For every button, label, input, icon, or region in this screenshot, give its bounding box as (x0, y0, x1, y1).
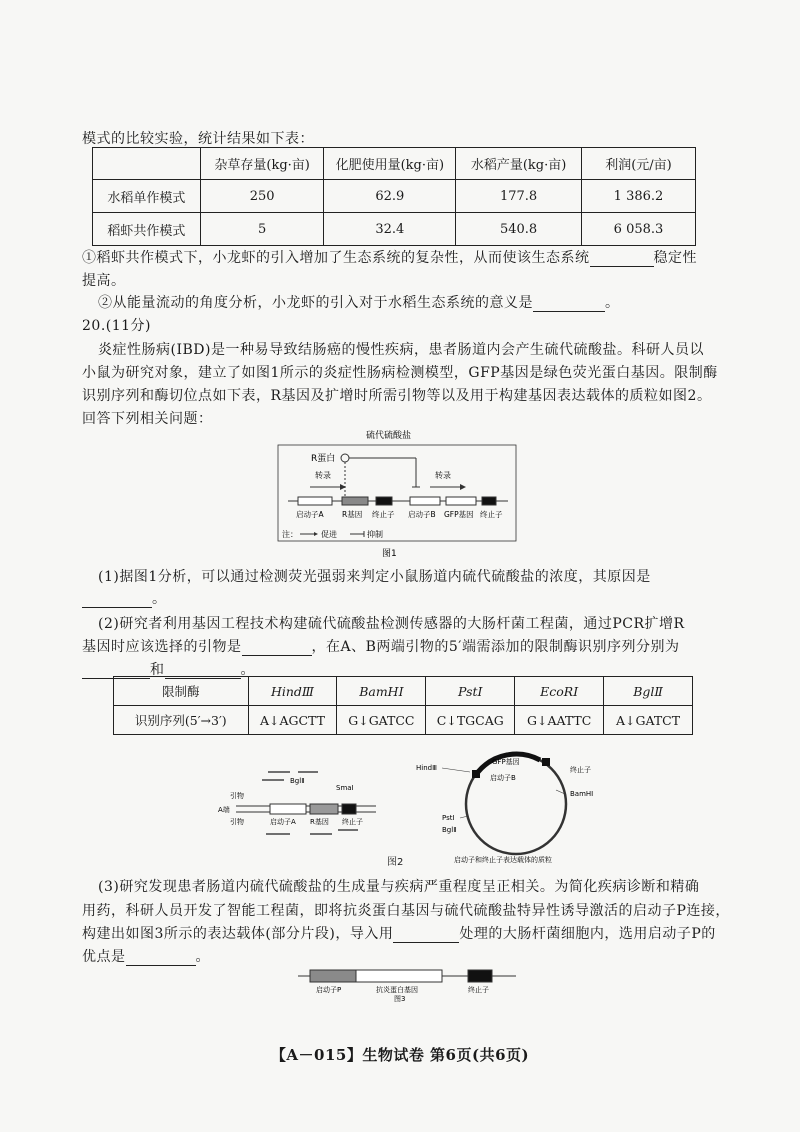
svg-text:终止子: 终止子 (342, 818, 363, 826)
svg-text:引物: 引物 (230, 818, 244, 826)
terminator2-box (482, 497, 496, 505)
answer-blank[interactable] (590, 252, 654, 267)
svg-text:启动子和终止子表达载体的质粒: 启动子和终止子表达载体的质粒 (454, 856, 552, 864)
svg-text:启动子B: 启动子B (490, 774, 516, 782)
answer-blank[interactable] (126, 951, 196, 966)
page-footer: 【A－015】生物试卷 第6页(共6页) (270, 1046, 530, 1064)
promoter-a-box (298, 497, 332, 505)
svg-text:A端: A端 (218, 806, 230, 814)
sub-question-1-blank-line: 。 (82, 588, 722, 608)
svg-text:终止子: 终止子 (372, 510, 395, 519)
svg-text:启动子A: 启动子A (296, 510, 324, 519)
sub-question-2-line-b: 基因时应该选择的引物是 ，在A、B两端引物的5′端需添加的限制酶识别序列分别为 (82, 639, 680, 655)
fig1-transcription-b: 转录 (435, 471, 451, 480)
table-cell: 稻虾共作模式 (93, 213, 201, 246)
figure-3-diagram (296, 966, 518, 1004)
q19-part1-text: ①稻虾共作模式下，小龙虾的引入增加了生态系统的复杂性，从而使该生态系统 (82, 250, 590, 266)
terminator-box (376, 497, 392, 505)
sub-question-3-line-b: 用药，科研人员开发了智能工程菌，即将抗炎蛋白基因与硫代硫酸盐特异性诱导激活的启动子P连接， (82, 903, 730, 919)
sub-question-2: (2)研究者利用基因工程技术构建硫代硫酸盐检测传感器的大肠杆菌工程菌，通过PCR扩增R (98, 616, 685, 632)
svg-text:SmaⅠ: SmaⅠ (336, 784, 354, 792)
svg-text:终止子: 终止子 (468, 986, 489, 994)
table-row (93, 180, 696, 213)
table-row: 识别序列(5′→3′) A↓AGCTT G↓GATCC C↓TGCAG G↓AATTC A↓GATCT (114, 706, 693, 735)
table-cell: 250 (200, 180, 324, 213)
sub-question-3-line-d: 优点是 。 (82, 949, 210, 965)
q20-para: 炎症性肠病(IBD)是一种易导致结肠癌的慢性疾病，患者肠道内会产生硫代硫酸盐。科研人员以 (98, 342, 704, 358)
svg-text:启动子B: 启动子B (408, 510, 436, 519)
table-header-cell: 化肥使用量(kg·亩) (324, 148, 456, 180)
q19-part2-line: ②从能量流动的角度分析，小龙虾的引入对于水稻生态系统的意义是 。 (98, 295, 620, 311)
answer-blank[interactable] (242, 641, 312, 656)
q19-part1-text-b: 稳定性 (653, 250, 697, 266)
svg-text:HindⅢ: HindⅢ (416, 764, 437, 772)
figure-1-diagram (268, 425, 524, 560)
q19-part2-text: ②从能量流动的角度分析，小龙虾的引入对于水稻生态系统的意义是 (98, 295, 533, 311)
table-row (93, 213, 696, 246)
figure-2-diagram (210, 750, 610, 868)
svg-text:抗炎蛋白基因: 抗炎蛋白基因 (376, 986, 418, 994)
svg-text:引物: 引物 (230, 792, 244, 800)
svg-text:抑制: 抑制 (367, 530, 383, 539)
table-cell: 1 386.2 (581, 180, 695, 213)
table-cell: 5 (200, 213, 324, 246)
sub-question-2-line-c: 和 。 (82, 659, 722, 679)
gfp-gene-box (446, 497, 476, 505)
sub-question-3: (3)研究发现患者肠道内硫代硫酸盐的生成量与疾病严重程度呈正相关。为简化疾病诊断和精确 (98, 879, 700, 895)
promoter-p-box (310, 970, 356, 982)
svg-text:R基因: R基因 (342, 510, 363, 519)
svg-text:BamHⅠ: BamHⅠ (570, 790, 594, 798)
table-cell: 32.4 (324, 213, 456, 246)
sub-question-3-line-c: 构建出如图3所示的表达载体(部分片段)，导入用 处理的大肠杆菌细胞内，选用启动子P的 (82, 926, 716, 942)
table-row: 限制酶 HindⅢ BamHⅠ PstⅠ EcoRⅠ BglⅡ (114, 677, 693, 706)
fig1-caption: 图1 (382, 549, 397, 559)
q20-para: 识别序列和酶切位点如下表，R基因及扩增时所需引物等以及用于构建基因表达载体的质粒如图2。 (82, 388, 712, 404)
svg-text:GFP基因: GFP基因 (492, 758, 520, 766)
q19-part1-line (82, 247, 732, 267)
answer-blank[interactable] (82, 593, 152, 608)
svg-text:终止子: 终止子 (570, 766, 591, 774)
q20-para: 小鼠为研究对象，建立了如图1所示的炎症性肠病检测模型，GFP基因是绿色荧光蛋白基因。限制酶 (82, 365, 718, 381)
comparison-table (92, 147, 696, 246)
table-cell: 62.9 (324, 180, 456, 213)
fig1-r-protein: R蛋白 (311, 454, 336, 464)
table-cell: 177.8 (456, 180, 582, 213)
answer-blank[interactable] (533, 297, 605, 312)
table-header-cell (93, 148, 201, 180)
svg-text:注：: 注： (282, 530, 298, 539)
sub-question-1: (1)据图1分析，可以通过检测荧光强弱来判定小鼠肠道内硫代硫酸盐的浓度，其原因是 (98, 569, 651, 585)
question-20-head: 20.(11分) (82, 318, 152, 334)
svg-text:启动子P: 启动子P (316, 986, 342, 994)
table-header-cell: 水稻产量(kg·亩) (456, 148, 582, 180)
svg-text:终止子: 终止子 (480, 510, 503, 519)
answer-blank[interactable] (393, 928, 459, 943)
r-gene-box (342, 497, 368, 505)
fig1-transcription-a: 转录 (315, 471, 331, 480)
restriction-enzyme-table (113, 676, 693, 735)
fig2-caption: 图2 (387, 857, 404, 868)
table-header-cell: 杂草存量(kg·亩) (200, 148, 324, 180)
svg-text:PstⅠ: PstⅠ (442, 814, 455, 822)
table-cell: 水稻单作模式 (93, 180, 201, 213)
svg-text:促进: 促进 (321, 530, 337, 539)
table-cell: 540.8 (456, 213, 582, 246)
svg-text:BglⅡ: BglⅡ (442, 826, 457, 834)
anti-inflammatory-gene-box (356, 970, 442, 982)
terminator-box (468, 970, 492, 982)
q19-part1-end: 提高。 (82, 273, 126, 289)
promoter-b-box (410, 497, 440, 505)
q20-para: 回答下列相关问题： (82, 411, 213, 427)
svg-text:BglⅡ: BglⅡ (290, 777, 305, 785)
table-header-cell: 利润(元/亩) (581, 148, 695, 180)
table-cell: 6 058.3 (581, 213, 695, 246)
svg-text:图3: 图3 (394, 995, 406, 1003)
r-protein-icon (341, 454, 349, 462)
intro-line: 模式的比较实验，统计结果如下表： (82, 131, 314, 147)
svg-text:启动子A: 启动子A (270, 818, 296, 826)
svg-text:GFP基因: GFP基因 (444, 510, 474, 519)
svg-text:R基因: R基因 (310, 818, 329, 826)
fig1-top-label: 硫代硫酸盐 (366, 431, 412, 441)
